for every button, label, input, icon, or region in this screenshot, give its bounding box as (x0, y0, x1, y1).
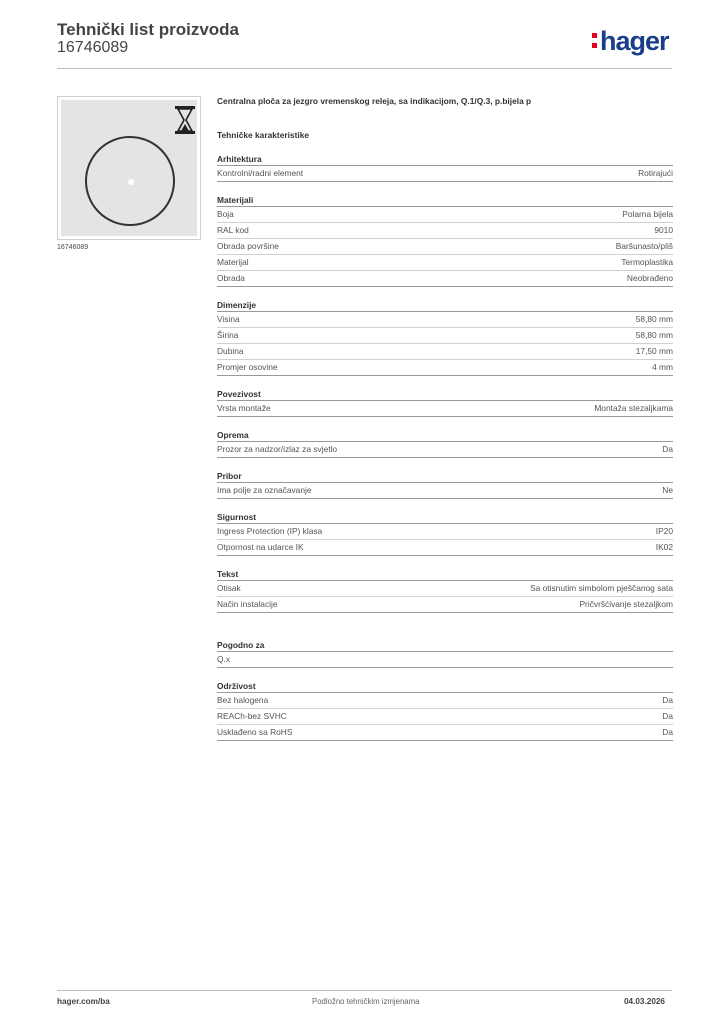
page-title: Tehnički list proizvoda (57, 20, 239, 39)
spec-label: Obrada (217, 273, 245, 283)
specs-heading: Tehničke karakteristike (217, 130, 310, 140)
spec-value: Montaža stezaljkama (594, 403, 673, 413)
spec-section (217, 676, 673, 741)
logo-dots-icon (592, 33, 597, 53)
section-title: Dimenzije (217, 295, 673, 312)
spec-section (217, 384, 673, 417)
spec-value: 17,50 mm (635, 346, 673, 356)
spec-value: Neobrađeno (626, 273, 673, 283)
section-spacer (217, 287, 673, 295)
spec-label: Vrsta montaže (217, 403, 271, 413)
spec-label: Otisak (217, 583, 241, 593)
spec-row (217, 328, 673, 344)
spec-row (217, 709, 673, 725)
spec-row (217, 693, 673, 709)
section-spacer (217, 417, 673, 425)
spec-value: Sa otisnutim simbolom pješčanog sata (530, 583, 673, 593)
spec-label: Boja (217, 209, 234, 219)
section-spacer (217, 376, 673, 384)
spec-value: Da (662, 695, 673, 705)
spec-section (217, 507, 673, 556)
hager-logo[interactable] (592, 26, 669, 57)
spec-row (217, 223, 673, 239)
spec-value: 9010 (654, 225, 673, 235)
spec-label: Način instalacije (217, 599, 278, 609)
footer-note: Podložno tehničkim izmjenama (312, 997, 420, 1006)
spec-row (217, 652, 673, 668)
image-caption: 16746089 (57, 244, 89, 251)
axis-hole (128, 179, 134, 185)
spec-value: Ne (662, 485, 673, 495)
section-title: Materijali (217, 190, 673, 207)
spec-label: Obrada površine (217, 241, 279, 251)
spec-label: Bez halogena (217, 695, 269, 705)
spec-value: Termoplastika (621, 257, 673, 267)
spec-label: REACh-bez SVHC (217, 711, 287, 721)
spec-row (217, 312, 673, 328)
spec-label: Visina (217, 314, 240, 324)
product-description: Centralna ploča za jezgro vremenskog releja, sa indikacijom, Q.1/Q.3, p.bijela p (217, 96, 532, 106)
footer-divider (57, 990, 672, 991)
spec-value: 58,80 mm (635, 314, 673, 324)
section-title: Povezivost (217, 384, 673, 401)
spec-value: 4 mm (652, 362, 673, 372)
hourglass-icon (173, 106, 197, 134)
spec-row (217, 442, 673, 458)
spec-label: Usklađeno sa RoHS (217, 727, 293, 737)
section-spacer (217, 556, 673, 564)
logo-text: hager (600, 26, 669, 56)
spec-label: Otpornost na udarce IK (217, 542, 304, 552)
spec-label: Dubina (217, 346, 244, 356)
spec-label: Prozor za nadzor/izlaz za svjetlo (217, 444, 338, 454)
spec-section (217, 295, 673, 376)
spec-value: Da (662, 727, 673, 737)
spec-row (217, 597, 673, 613)
product-code: 16746089 (57, 39, 129, 56)
specs-table (217, 149, 673, 741)
section-spacer (217, 458, 673, 466)
section-title: Tekst (217, 564, 673, 581)
spec-value: Da (662, 444, 673, 454)
spec-label: Ima polje za označavanje (217, 485, 312, 495)
spec-label: Promjer osovine (217, 362, 278, 372)
spec-row (217, 344, 673, 360)
spec-section (217, 190, 673, 287)
spec-value: Polarna bijela (622, 209, 673, 219)
spec-value: Pričvršćivanje stezaljkom (579, 599, 673, 609)
section-spacer (217, 668, 673, 676)
spec-row (217, 725, 673, 741)
spec-section (217, 466, 673, 499)
spec-row (217, 271, 673, 287)
spec-value: Baršunasto/pliš (615, 241, 673, 251)
spec-label: Ingress Protection (IP) klasa (217, 526, 323, 536)
section-title: Održivost (217, 676, 673, 693)
spec-label: Materijal (217, 257, 249, 267)
section-title: Arhitektura (217, 149, 673, 166)
section-title: Sigurnost (217, 507, 673, 524)
spec-value: Rotirajući (638, 168, 673, 178)
section-spacer (217, 499, 673, 507)
spec-row (217, 524, 673, 540)
spec-row (217, 207, 673, 223)
spec-row (217, 401, 673, 417)
spec-label: Širina (217, 330, 239, 340)
spec-row (217, 540, 673, 556)
spec-row (217, 581, 673, 597)
spec-value: Da (662, 711, 673, 721)
spec-label: Q.x (217, 654, 231, 664)
section-title: Pribor (217, 466, 673, 483)
cover-plate (61, 100, 197, 236)
spec-row (217, 255, 673, 271)
spec-value: IK02 (655, 542, 673, 552)
spec-value: 58,80 mm (635, 330, 673, 340)
spec-label: Kontrolni/radni element (217, 168, 304, 178)
spec-section (217, 149, 673, 182)
spec-section (217, 635, 673, 668)
spec-row (217, 239, 673, 255)
section-spacer (217, 182, 673, 190)
spec-row (217, 166, 673, 182)
section-title: Pogodno za (217, 635, 673, 652)
header-divider (57, 68, 672, 69)
spec-section (217, 425, 673, 458)
spec-value: IP20 (655, 526, 673, 536)
section-title: Oprema (217, 425, 673, 442)
spec-section (217, 564, 673, 613)
footer-date: 04.03.2026 (624, 997, 665, 1006)
spec-label: RAL kod (217, 225, 249, 235)
section-spacer (217, 613, 673, 635)
product-image (57, 96, 201, 240)
spec-row (217, 483, 673, 499)
spec-row (217, 360, 673, 376)
footer-website[interactable]: hager.com/ba (57, 997, 110, 1006)
